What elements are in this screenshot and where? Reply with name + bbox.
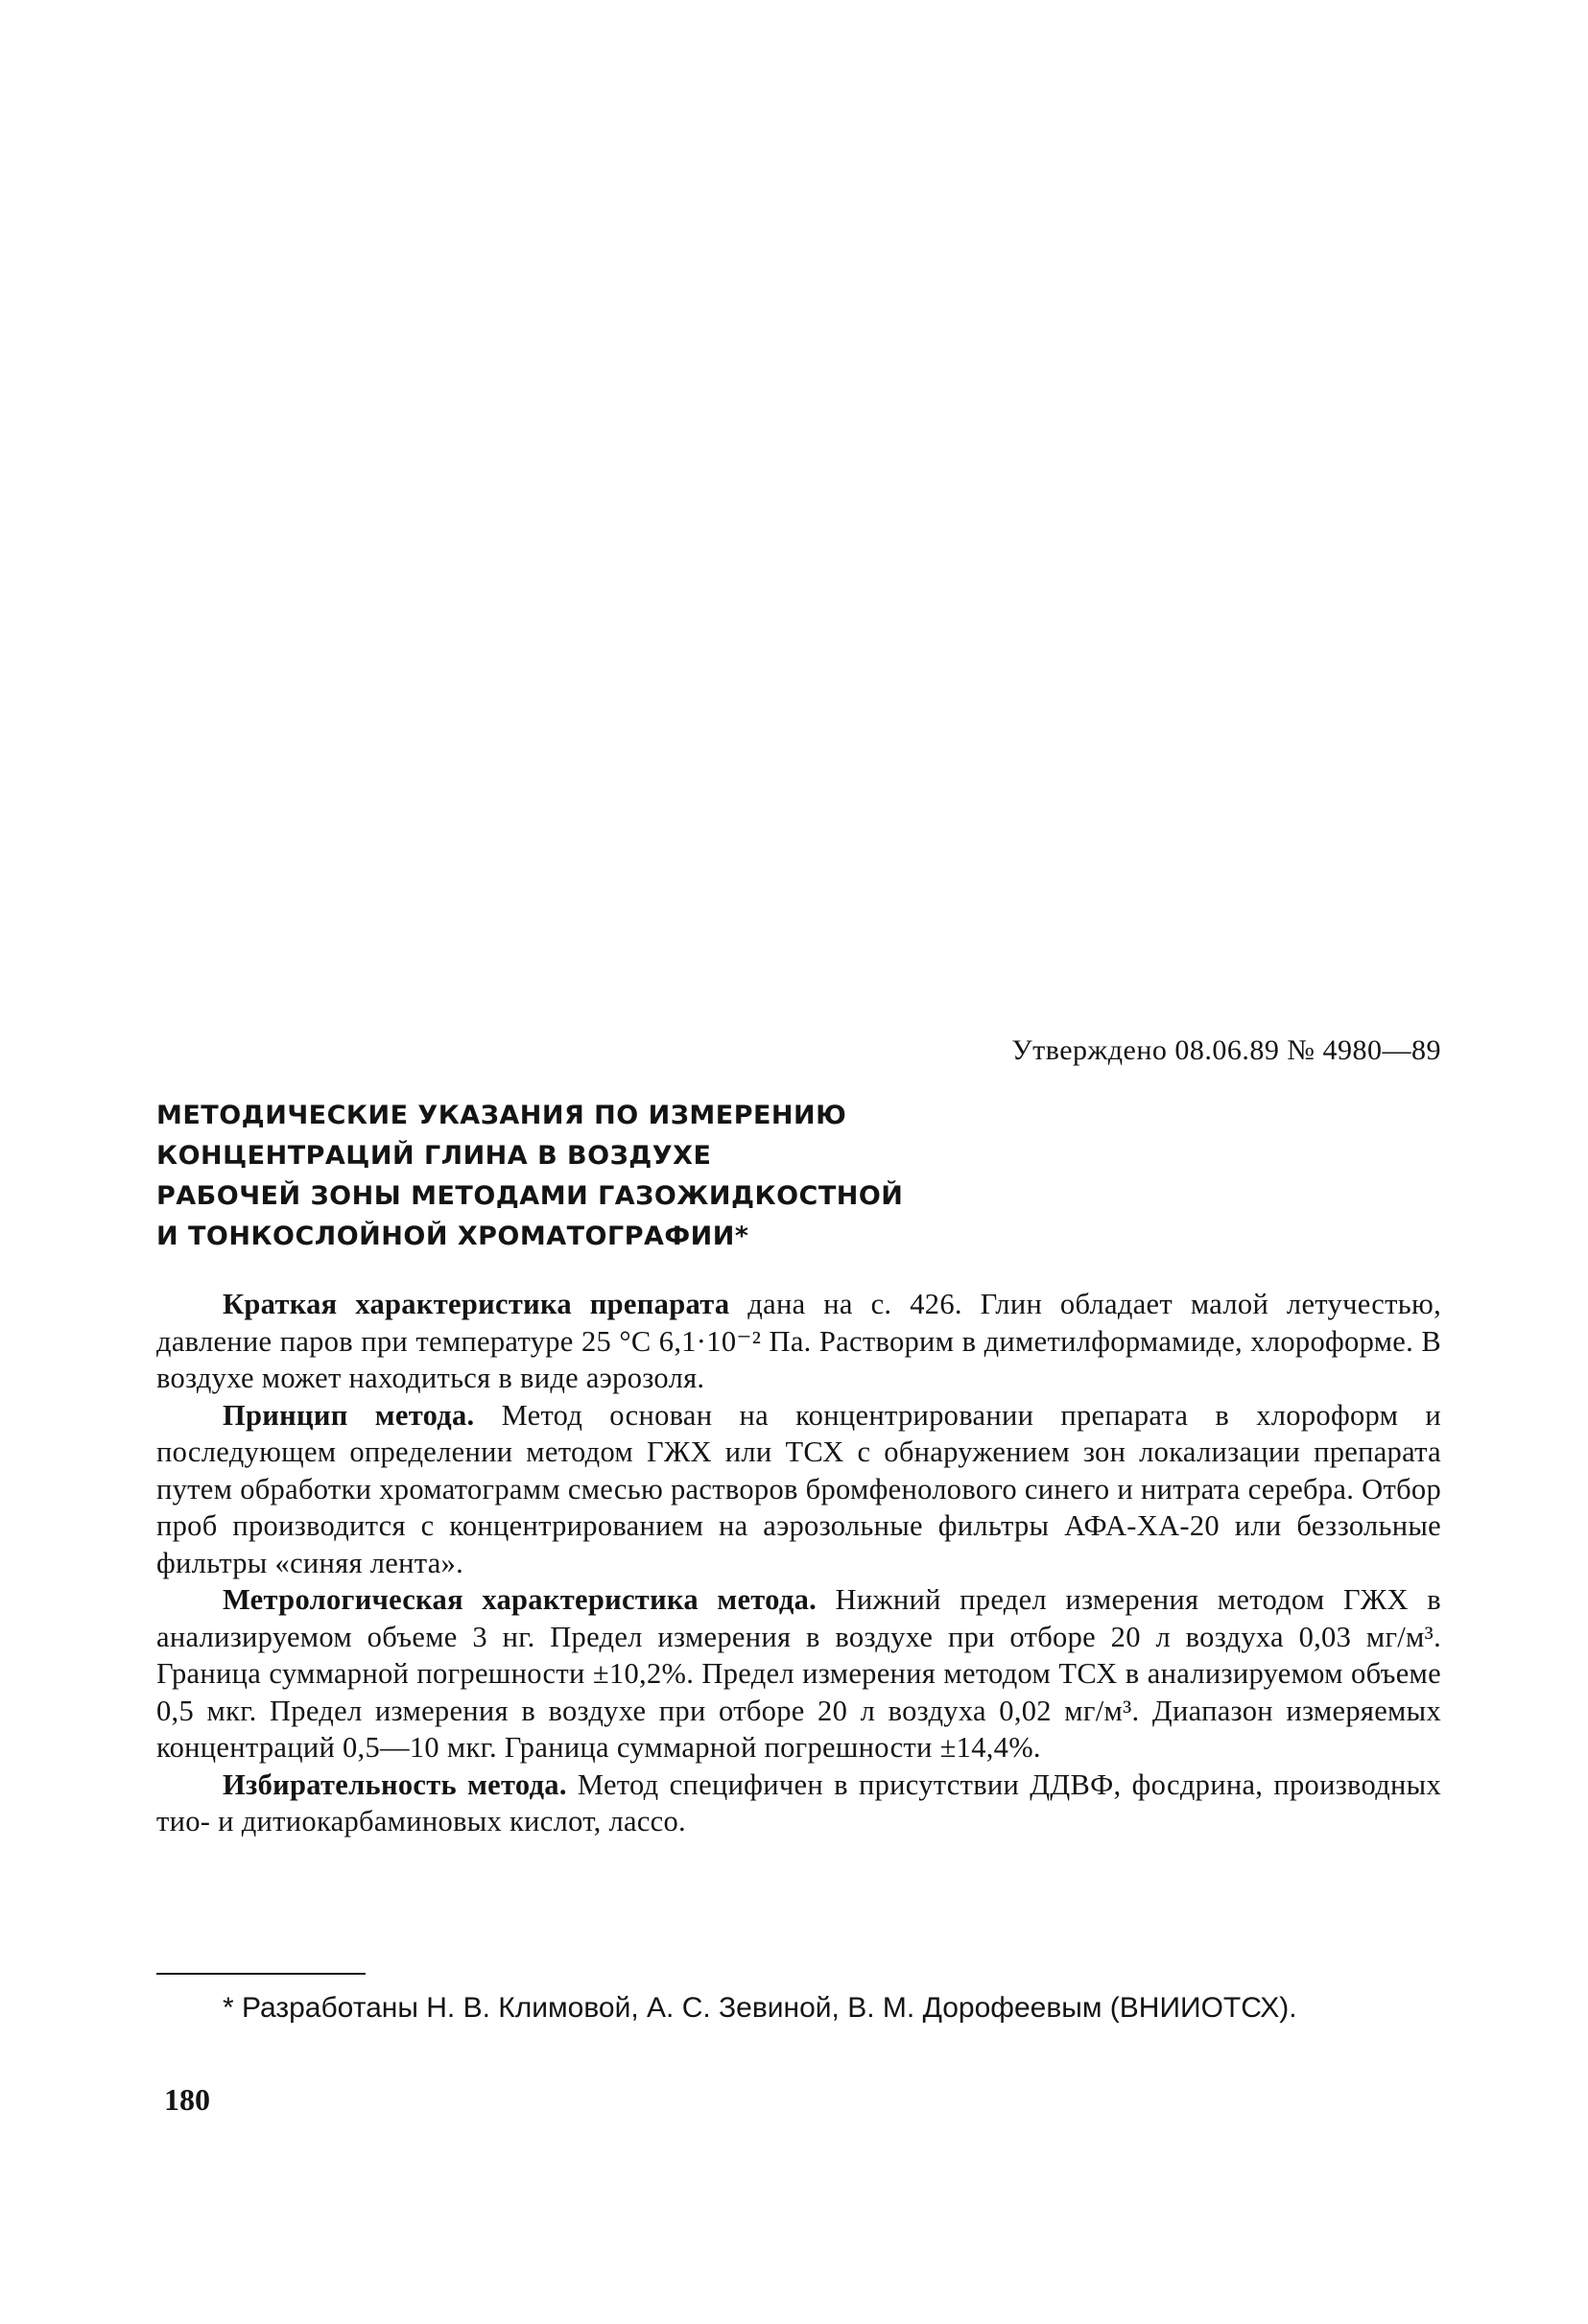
footnote: * Разработаны Н. В. Климовой, А. С. Зевиной, В. М. Дорофеевым (ВНИИОТСХ). [223, 1992, 1297, 2024]
title-line: МЕТОДИЧЕСКИЕ УКАЗАНИЯ ПО ИЗМЕРЕНИЮ [156, 1101, 847, 1130]
title-line: КОНЦЕНТРАЦИЙ ГЛИНА В ВОЗДУХЕ [156, 1141, 712, 1171]
paragraph-text: Метод специфичен в присутствии ДДВФ, фосдрина, производных тио- и дитиокарбаминовых кислот, лассо. [156, 1767, 1441, 1838]
body-text [156, 1286, 1441, 1840]
title-line: РАБОЧЕЙ ЗОНЫ МЕТОДАМИ ГАЗОЖИДКОСТНОЙ [156, 1181, 904, 1211]
document-title [156, 1096, 903, 1257]
paragraph-metrological-characteristics [156, 1581, 1441, 1767]
paragraph-text: Метод основан на концентрировании препарата в хлороформ и последующем определении методом ГЖХ или ТСХ с обнаружением зон локализации препарата путем обработки хроматограмм смесью растворов бромфенолового синего и нитрата серебра. Отбор проб производится с концентрированием на аэрозольные фильтры АФА-ХА-20 или беззольные фильтры «синяя лента». [156, 1398, 1442, 1579]
paragraph-lead: Принцип метода. [223, 1398, 475, 1432]
paragraph-lead: Избирательность метода. [223, 1767, 567, 1801]
paragraph-preparation-characteristics [156, 1286, 1441, 1397]
paragraph-text: Нижний предел измерения методом ГЖХ в анализируемом объеме 3 нг. Предел измерения в воздухе при отборе 20 л воздуха 0,03 мг/м³. Граница суммарной погрешности ±10,2%. Предел измерения методом ТСХ в анализируемом объеме 0,5 мкг. Предел измерения в воздухе при отборе 20 л воздуха 0,02 мг/м³. Диапазон измеряемых концентраций 0,5—10 мкг. Граница суммарной погрешности ±14,4%. [156, 1583, 1441, 1764]
paragraph-method-principle [156, 1397, 1441, 1582]
approval-line: Утверждено 08.06.89 № 4980—89 [1011, 1034, 1441, 1066]
paragraph-lead: Метрологическая характеристика метода. [223, 1583, 818, 1616]
title-line: И ТОНКОСЛОЙНОЙ ХРОМАТОГРАФИИ* [156, 1221, 749, 1251]
paragraph-lead: Краткая характеристика препарата [223, 1288, 730, 1320]
footnote-divider [156, 1973, 366, 1975]
page-number: 180 [164, 2082, 210, 2117]
paragraph-selectivity [156, 1767, 1441, 1840]
paragraph-text: дана на с. 426. Глин обладает малой летучестью, давление паров при температуре 25 °С 6,1·10⁻² Па. Растворим в диметилформамиде, хлороформе. В воздухе может находиться в виде аэрозоля. [156, 1288, 1441, 1394]
